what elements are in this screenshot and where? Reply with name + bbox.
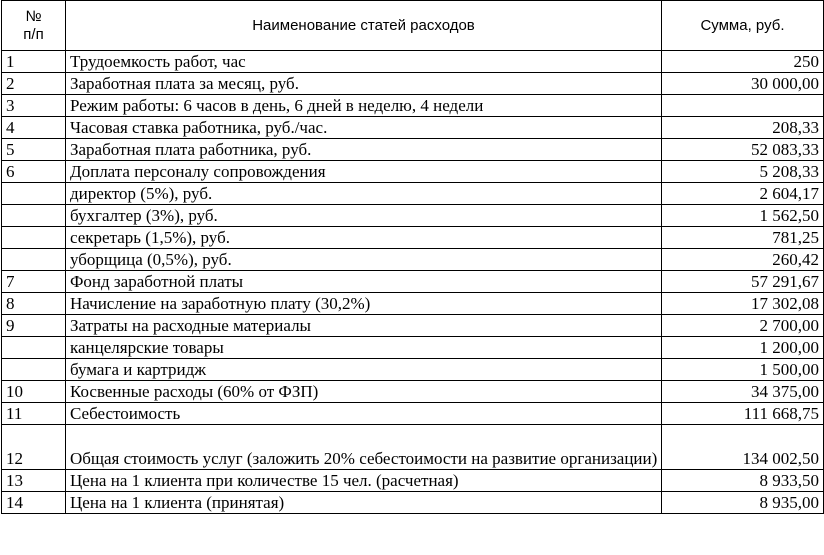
row-amount: 5 208,33 [662, 161, 824, 183]
row-item-name: Общая стоимость услуг (заложить 20% себестоимости на развитие организации) [66, 425, 662, 470]
expense-table [1, 0, 824, 514]
row-amount: 2 700,00 [662, 315, 824, 337]
row-amount: 134 002,50 [662, 425, 824, 470]
row-number: 10 [2, 381, 66, 403]
row-number: 2 [2, 73, 66, 95]
row-number: 9 [2, 315, 66, 337]
row-item-name: бухгалтер (3%), руб. [66, 205, 662, 227]
row-item-name: Трудоемкость работ, час [66, 51, 662, 73]
header-amount: Сумма, руб. [662, 1, 824, 51]
row-amount: 208,33 [662, 117, 824, 139]
table-row [2, 249, 824, 271]
table-row [2, 271, 824, 293]
row-item-name: Заработная плата за месяц, руб. [66, 73, 662, 95]
row-number: 4 [2, 117, 66, 139]
row-item-name: Косвенные расходы (60% от ФЗП) [66, 381, 662, 403]
row-amount: 30 000,00 [662, 73, 824, 95]
row-amount [662, 95, 824, 117]
row-number: 6 [2, 161, 66, 183]
row-number: 5 [2, 139, 66, 161]
row-amount: 1 500,00 [662, 359, 824, 381]
header-number [2, 1, 66, 51]
row-item-name: Режим работы: 6 часов в день, 6 дней в неделю, 4 недели [66, 95, 662, 117]
row-item-name: Начисление на заработную плату (30,2%) [66, 293, 662, 315]
row-number [2, 359, 66, 381]
row-amount: 781,25 [662, 227, 824, 249]
row-amount: 2 604,17 [662, 183, 824, 205]
table-row [2, 139, 824, 161]
row-amount: 52 083,33 [662, 139, 824, 161]
row-item-name: директор (5%), руб. [66, 183, 662, 205]
table-row [2, 95, 824, 117]
table-row [2, 492, 824, 514]
table-row [2, 227, 824, 249]
row-amount: 17 302,08 [662, 293, 824, 315]
row-item-name: Фонд заработной платы [66, 271, 662, 293]
header-item-name: Наименование статей расходов [66, 1, 662, 51]
row-amount: 260,42 [662, 249, 824, 271]
row-item-name: секретарь (1,5%), руб. [66, 227, 662, 249]
table-row [2, 205, 824, 227]
row-amount: 1 200,00 [662, 337, 824, 359]
row-number: 3 [2, 95, 66, 117]
row-item-name: Затраты на расходные материалы [66, 315, 662, 337]
table-row [2, 183, 824, 205]
row-item-name: уборщица (0,5%), руб. [66, 249, 662, 271]
row-amount: 57 291,67 [662, 271, 824, 293]
row-number: 11 [2, 403, 66, 425]
row-item-name: бумага и картридж [66, 359, 662, 381]
row-number: 14 [2, 492, 66, 514]
table-row [2, 359, 824, 381]
row-number [2, 337, 66, 359]
table-row [2, 425, 824, 470]
row-number: 1 [2, 51, 66, 73]
table-row [2, 51, 824, 73]
row-item-name: Заработная плата работника, руб. [66, 139, 662, 161]
row-number: 8 [2, 293, 66, 315]
row-amount: 111 668,75 [662, 403, 824, 425]
table-row [2, 381, 824, 403]
row-number: 12 [2, 425, 66, 470]
row-item-name: Цена на 1 клиента (принятая) [66, 492, 662, 514]
row-item-name: Часовая ставка работника, руб./час. [66, 117, 662, 139]
row-amount: 8 935,00 [662, 492, 824, 514]
row-number: 13 [2, 470, 66, 492]
row-item-name: Доплата персоналу сопровождения [66, 161, 662, 183]
table-row [2, 337, 824, 359]
row-number: 7 [2, 271, 66, 293]
row-number [2, 249, 66, 271]
row-number [2, 183, 66, 205]
row-amount: 34 375,00 [662, 381, 824, 403]
row-amount: 1 562,50 [662, 205, 824, 227]
header-number-line2: п/п [23, 25, 44, 43]
table-body [2, 51, 824, 514]
row-item-name: канцелярские товары [66, 337, 662, 359]
table-row [2, 293, 824, 315]
table-row [2, 315, 824, 337]
table-row [2, 470, 824, 492]
table-header-row [2, 1, 824, 51]
row-number [2, 205, 66, 227]
header-number-line1: № [25, 7, 42, 25]
table-row [2, 117, 824, 139]
row-amount: 250 [662, 51, 824, 73]
table-row [2, 161, 824, 183]
table-row [2, 403, 824, 425]
table-row [2, 73, 824, 95]
row-number [2, 227, 66, 249]
row-item-name: Себестоимость [66, 403, 662, 425]
row-item-name: Цена на 1 клиента при количестве 15 чел. (расчетная) [66, 470, 662, 492]
row-amount: 8 933,50 [662, 470, 824, 492]
